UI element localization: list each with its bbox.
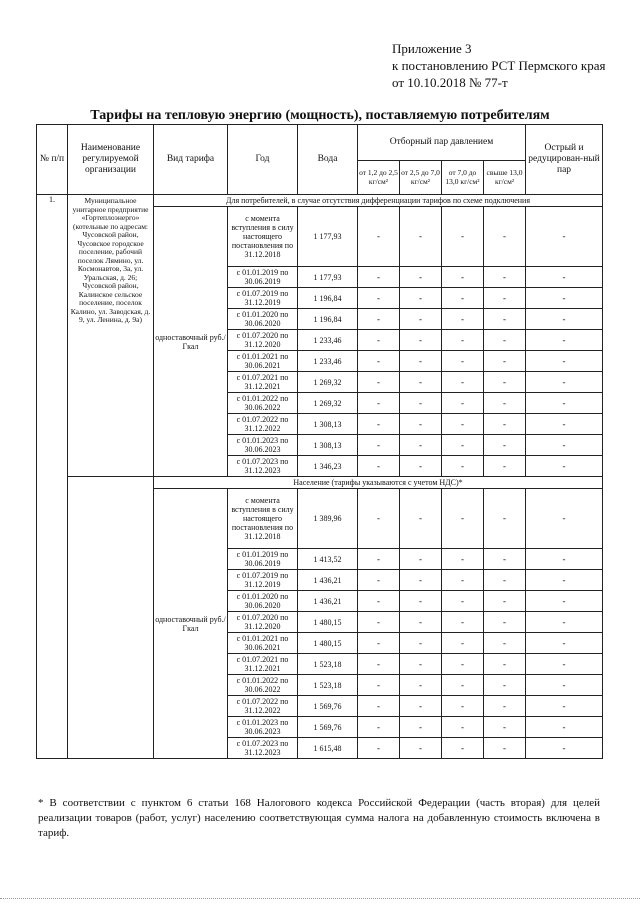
empty-value-cell: - — [442, 393, 484, 414]
empty-value-cell: - — [400, 696, 442, 717]
empty-value-cell: - — [484, 267, 526, 288]
water-tariff-cell: 1 436,21 — [298, 591, 358, 612]
empty-value-cell: - — [442, 456, 484, 477]
water-tariff-cell: 1 177,93 — [298, 267, 358, 288]
empty-value-cell: - — [442, 489, 484, 549]
empty-value-cell: - — [358, 309, 400, 330]
empty-value-cell: - — [400, 330, 442, 351]
water-tariff-cell: 1 233,46 — [298, 351, 358, 372]
empty-value-cell: - — [442, 414, 484, 435]
empty-value-cell: - — [484, 675, 526, 696]
empty-value-cell: - — [358, 330, 400, 351]
empty-value-cell: - — [442, 612, 484, 633]
empty-value-cell: - — [484, 696, 526, 717]
empty-value-cell: - — [526, 612, 603, 633]
empty-value-cell: - — [526, 654, 603, 675]
empty-value-cell: - — [484, 288, 526, 309]
footnote: * В соответствии с пунктом 6 статьи 168 Налогового кодекса Российской Федерации (часть вторая) для целей реализации товаров (работ, услуг) населению соответствующая сумма налога на добавленную стоимость включена в тариф. — [38, 797, 600, 839]
empty-value-cell: - — [400, 267, 442, 288]
empty-value-cell: - — [442, 267, 484, 288]
empty-value-cell: - — [484, 570, 526, 591]
empty-value-cell: - — [400, 738, 442, 759]
water-tariff-cell: 1 177,93 — [298, 207, 358, 267]
period-cell: с 01.01.2019 по 30.06.2019 — [228, 267, 298, 288]
header-steam-col-3: от 7,0 до 13,0 кг/см² — [442, 161, 484, 195]
empty-value-cell: - — [400, 570, 442, 591]
water-tariff-cell: 1 308,13 — [298, 435, 358, 456]
period-cell: с 01.01.2022 по 30.06.2022 — [228, 393, 298, 414]
empty-value-cell: - — [526, 591, 603, 612]
empty-value-cell: - — [442, 570, 484, 591]
empty-value-cell: - — [442, 549, 484, 570]
empty-value-cell: - — [526, 738, 603, 759]
empty-value-cell: - — [442, 351, 484, 372]
period-cell: с 01.01.2020 по 30.06.2020 — [228, 309, 298, 330]
empty-value-cell: - — [400, 456, 442, 477]
water-tariff-cell: 1 269,32 — [298, 393, 358, 414]
tariff-type: одноставочный руб./Гкал — [154, 489, 228, 759]
empty-value-cell: - — [442, 738, 484, 759]
empty-value-cell: - — [358, 435, 400, 456]
empty-value-cell: - — [442, 330, 484, 351]
water-tariff-cell: 1 436,21 — [298, 570, 358, 591]
water-tariff-cell: 1 523,18 — [298, 654, 358, 675]
water-tariff-cell: 1 480,15 — [298, 633, 358, 654]
empty-value-cell: - — [442, 633, 484, 654]
empty-value-cell: - — [400, 654, 442, 675]
empty-value-cell: - — [442, 675, 484, 696]
empty-value-cell: - — [526, 675, 603, 696]
period-cell: с 01.07.2019 по 31.12.2019 — [228, 570, 298, 591]
empty-value-cell: - — [526, 372, 603, 393]
period-cell: с 01.07.2022 по 31.12.2022 — [228, 414, 298, 435]
header-steam-col-2: от 2,5 до 7,0 кг/см² — [400, 161, 442, 195]
empty-value-cell: - — [358, 675, 400, 696]
water-tariff-cell: 1 569,76 — [298, 717, 358, 738]
period-cell: с 01.01.2023 по 30.06.2023 — [228, 435, 298, 456]
empty-value-cell: - — [484, 456, 526, 477]
empty-value-cell: - — [484, 351, 526, 372]
tariff-table — [36, 124, 603, 759]
period-cell: с момента вступления в силу настоящего постановления по 31.12.2018 — [228, 207, 298, 267]
empty-value-cell: - — [526, 393, 603, 414]
empty-value-cell: - — [358, 288, 400, 309]
period-cell: с 01.01.2020 по 30.06.2020 — [228, 591, 298, 612]
appendix-line-2: к постановлению РСТ Пермского края — [392, 58, 606, 73]
period-cell: с 01.07.2022 по 31.12.2022 — [228, 696, 298, 717]
period-cell: с 01.01.2019 по 30.06.2019 — [228, 549, 298, 570]
empty-value-cell: - — [400, 591, 442, 612]
water-tariff-cell: 1 389,96 — [298, 489, 358, 549]
empty-value-cell: - — [442, 372, 484, 393]
empty-value-cell: - — [442, 288, 484, 309]
empty-value-cell: - — [526, 435, 603, 456]
appendix-line-3: от 10.10.2018 № 77-т — [392, 75, 508, 90]
section-header-row — [37, 195, 603, 207]
header-steam-col-1: от 1,2 до 2,5 кг/см² — [358, 161, 400, 195]
empty-value-cell: - — [484, 414, 526, 435]
empty-value-cell: - — [400, 372, 442, 393]
period-cell: с 01.07.2023 по 31.12.2023 — [228, 456, 298, 477]
empty-value-cell: - — [400, 351, 442, 372]
empty-value-cell: - — [358, 267, 400, 288]
header-tariff-type: Вид тарифа — [154, 125, 228, 195]
empty-value-cell: - — [400, 435, 442, 456]
header-num: № п/п — [37, 125, 68, 195]
empty-value-cell: - — [442, 654, 484, 675]
empty-value-cell: - — [358, 696, 400, 717]
empty-value-cell: - — [484, 591, 526, 612]
water-tariff-cell: 1 196,84 — [298, 309, 358, 330]
water-tariff-cell: 1 308,13 — [298, 414, 358, 435]
header-org: Наименование регулируемой организации — [68, 125, 154, 195]
empty-value-cell: - — [484, 435, 526, 456]
header-water: Вода — [298, 125, 358, 195]
empty-value-cell: - — [484, 372, 526, 393]
empty-value-cell: - — [484, 207, 526, 267]
empty-value-cell: - — [358, 738, 400, 759]
empty-value-cell: - — [484, 549, 526, 570]
empty-value-cell: - — [400, 549, 442, 570]
period-cell: с 01.07.2019 по 31.12.2019 — [228, 288, 298, 309]
empty-value-cell: - — [526, 570, 603, 591]
empty-value-cell: - — [526, 633, 603, 654]
empty-value-cell: - — [400, 633, 442, 654]
empty-value-cell: - — [484, 612, 526, 633]
empty-value-cell: - — [526, 351, 603, 372]
empty-value-cell: - — [442, 309, 484, 330]
empty-value-cell: - — [358, 612, 400, 633]
period-cell: с момента вступления в силу настоящего постановления по 31.12.2018 — [228, 489, 298, 549]
empty-value-cell: - — [358, 489, 400, 549]
empty-value-cell: - — [400, 612, 442, 633]
empty-value-cell: - — [358, 207, 400, 267]
page-bottom-divider — [0, 898, 640, 899]
row-number: 1. — [37, 195, 68, 759]
empty-value-cell: - — [358, 549, 400, 570]
tariff-table-body — [37, 195, 603, 759]
period-cell: с 01.07.2020 по 31.12.2020 — [228, 330, 298, 351]
period-cell: с 01.07.2021 по 31.12.2021 — [228, 654, 298, 675]
section-header-row — [37, 477, 603, 489]
empty-value-cell: - — [400, 393, 442, 414]
empty-value-cell: - — [442, 591, 484, 612]
empty-value-cell: - — [358, 654, 400, 675]
empty-value-cell: - — [526, 309, 603, 330]
section-title: Население (тарифы указываются с учетом НДС)* — [154, 477, 603, 489]
empty-value-cell: - — [484, 489, 526, 549]
organization-name: Муниципальное унитарное предприятие «Гортеплоэнерго» (котельные по адресам: Чусовской район, Чусовское городское поселение, рабочий поселок Лямино, ул. Космонавтов, 3а, ул. Уральская, д. 26; Чусовской район, Калинское сельское поселение, поселок Калино, ул. Заводская, д. 9, ул. Ленина, д. 9а) — [68, 195, 154, 477]
tariff-type: одноставочный руб./Гкал — [154, 207, 228, 477]
empty-value-cell: - — [526, 549, 603, 570]
empty-value-cell: - — [526, 267, 603, 288]
period-cell: с 01.01.2021 по 30.06.2021 — [228, 351, 298, 372]
empty-value-cell: - — [526, 288, 603, 309]
empty-value-cell: - — [442, 207, 484, 267]
water-tariff-cell: 1 346,23 — [298, 456, 358, 477]
header-sharp-steam: Острый и редуцирован-ный пар — [526, 125, 603, 195]
header-year: Год — [228, 125, 298, 195]
empty-value-cell: - — [400, 207, 442, 267]
empty-value-cell: - — [358, 717, 400, 738]
empty-value-cell: - — [526, 330, 603, 351]
period-cell: с 01.01.2022 по 30.06.2022 — [228, 675, 298, 696]
empty-value-cell: - — [358, 570, 400, 591]
empty-value-cell: - — [526, 717, 603, 738]
water-tariff-cell: 1 413,52 — [298, 549, 358, 570]
header-steam-col-4: свыше 13,0 кг/см² — [484, 161, 526, 195]
empty-value-cell: - — [484, 393, 526, 414]
empty-value-cell: - — [358, 591, 400, 612]
document-title: Тарифы на тепловую энергию (мощность), поставляемую потребителям — [90, 108, 550, 123]
empty-value-cell: - — [358, 633, 400, 654]
organization-continued-cell — [68, 477, 154, 759]
period-cell: с 01.07.2023 по 31.12.2023 — [228, 738, 298, 759]
water-tariff-cell: 1 523,18 — [298, 675, 358, 696]
period-cell: с 01.07.2020 по 31.12.2020 — [228, 612, 298, 633]
period-cell: с 01.01.2021 по 30.06.2021 — [228, 633, 298, 654]
water-tariff-cell: 1 196,84 — [298, 288, 358, 309]
empty-value-cell: - — [484, 309, 526, 330]
empty-value-cell: - — [400, 414, 442, 435]
empty-value-cell: - — [484, 654, 526, 675]
empty-value-cell: - — [526, 489, 603, 549]
section-title: Для потребителей, в случае отсутствия дифференциации тарифов по схеме подключения — [154, 195, 603, 207]
appendix-header — [392, 40, 605, 91]
empty-value-cell: - — [358, 351, 400, 372]
empty-value-cell: - — [484, 717, 526, 738]
empty-value-cell: - — [358, 456, 400, 477]
empty-value-cell: - — [526, 207, 603, 267]
empty-value-cell: - — [442, 717, 484, 738]
empty-value-cell: - — [442, 435, 484, 456]
empty-value-cell: - — [400, 675, 442, 696]
empty-value-cell: - — [400, 489, 442, 549]
empty-value-cell: - — [400, 288, 442, 309]
empty-value-cell: - — [526, 414, 603, 435]
empty-value-cell: - — [400, 309, 442, 330]
empty-value-cell: - — [484, 330, 526, 351]
period-cell: с 01.01.2023 по 30.06.2023 — [228, 717, 298, 738]
empty-value-cell: - — [358, 372, 400, 393]
period-cell: с 01.07.2021 по 31.12.2021 — [228, 372, 298, 393]
water-tariff-cell: 1 569,76 — [298, 696, 358, 717]
empty-value-cell: - — [484, 633, 526, 654]
water-tariff-cell: 1 233,46 — [298, 330, 358, 351]
appendix-line-1: Приложение 3 — [392, 41, 472, 56]
water-tariff-cell: 1 480,15 — [298, 612, 358, 633]
water-tariff-cell: 1 269,32 — [298, 372, 358, 393]
empty-value-cell: - — [526, 696, 603, 717]
water-tariff-cell: 1 615,48 — [298, 738, 358, 759]
empty-value-cell: - — [358, 393, 400, 414]
empty-value-cell: - — [526, 456, 603, 477]
empty-value-cell: - — [358, 414, 400, 435]
header-steam: Отборный пар давлением — [358, 125, 526, 161]
empty-value-cell: - — [484, 738, 526, 759]
empty-value-cell: - — [442, 696, 484, 717]
empty-value-cell: - — [400, 717, 442, 738]
